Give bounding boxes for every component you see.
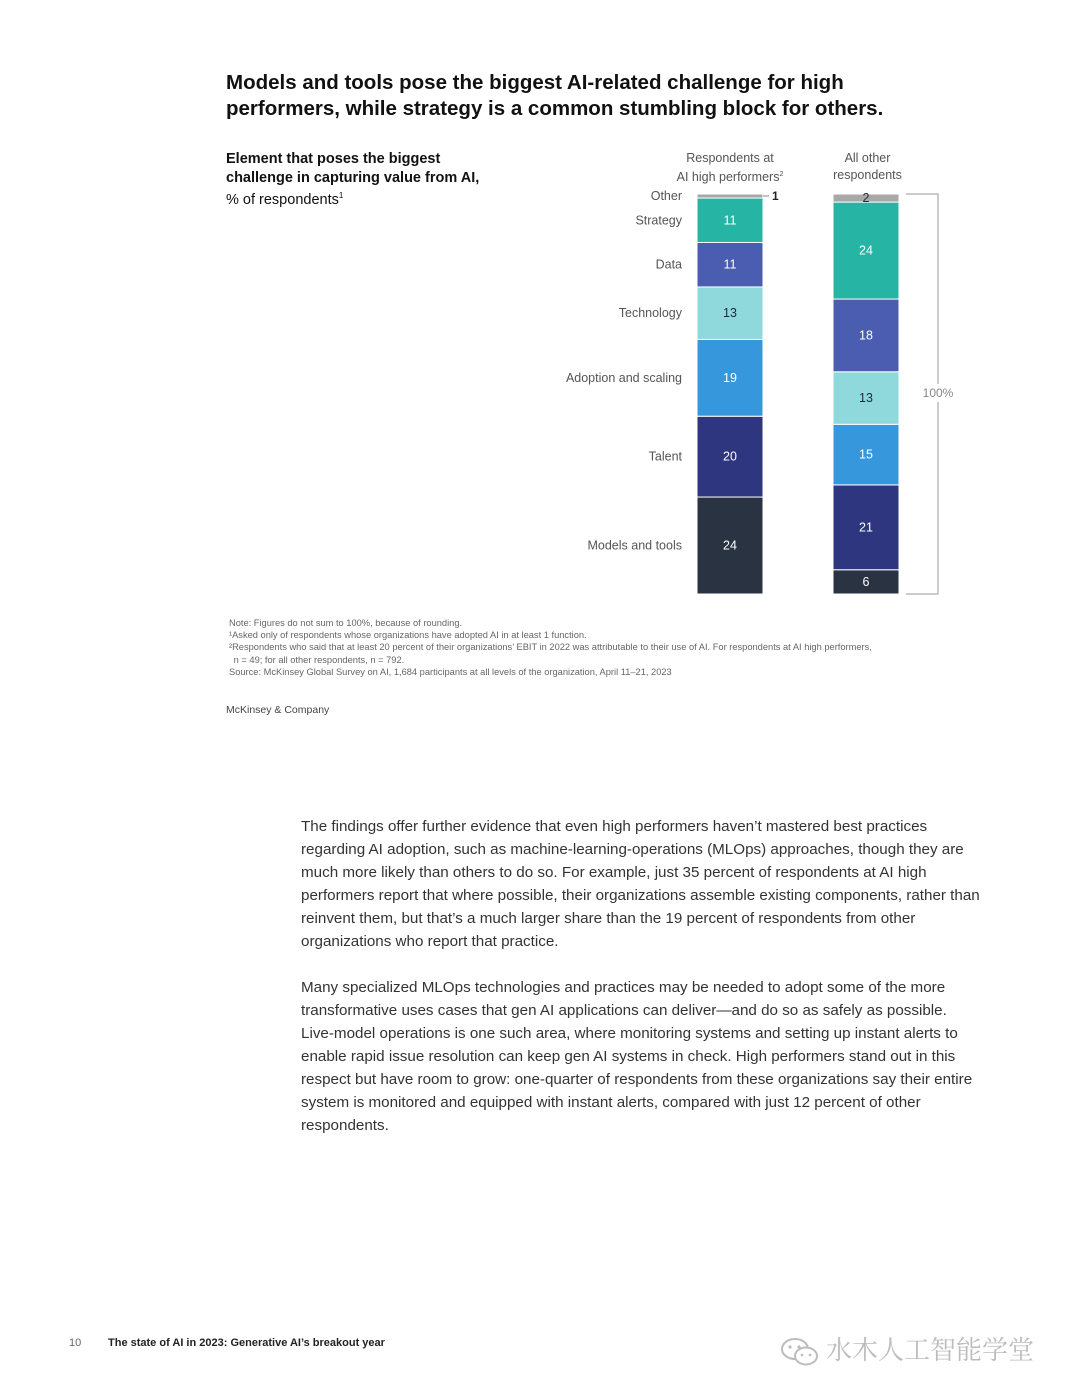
- category-label-data: Data: [655, 257, 682, 272]
- subtitle-line3: % of respondents: [226, 191, 339, 208]
- series-header-line2: respondents: [833, 167, 902, 182]
- bracket-label: 100%: [922, 386, 954, 400]
- subtitle-footnote-ref: 1: [338, 191, 344, 200]
- watermark: [780, 1330, 1034, 1367]
- data-label-data: 11: [723, 257, 737, 272]
- category-label-talent: Talent: [648, 449, 682, 464]
- page-number: 10: [69, 1337, 82, 1349]
- category-label-strategy: Strategy: [635, 213, 682, 228]
- data-label-adoption-and-scaling: 15: [859, 447, 873, 462]
- note-rounding: Note: Figures do not sum to 100%, because of rounding.: [229, 618, 463, 628]
- footnote-1: ¹Asked only of respondents whose organizations have adopted AI in at least 1 function.: [229, 630, 587, 641]
- data-label-adoption-and-scaling: 19: [723, 370, 737, 385]
- category-label-other: Other: [650, 189, 682, 204]
- data-label-technology: 13: [723, 306, 737, 321]
- body-text: [301, 815, 981, 1160]
- chart-notes: [229, 617, 989, 678]
- report-title: The state of AI in 2023: Generative AI’s breakout year: [108, 1337, 385, 1349]
- footnote-2: ²Respondents who said that at least 20 percent of their organizations’ EBIT in 2022 was attributable to their use of AI. For respondents at AI high performers,: [229, 642, 872, 653]
- data-label-other: 2: [862, 191, 870, 206]
- brand-credit: McKinsey & Company: [226, 704, 330, 716]
- category-label-adoption-and-scaling: Adoption and scaling: [565, 370, 682, 385]
- series-header-line1: Respondents at: [686, 151, 774, 165]
- series-header-line1: All other: [844, 151, 891, 165]
- stacked-bar-chart: [0, 0, 1080, 620]
- data-label-models-and-tools: 24: [723, 538, 737, 553]
- data-label-talent: 20: [723, 449, 737, 464]
- data-label-talent: 21: [859, 520, 873, 535]
- watermark-text: 水木人工智能学堂: [826, 1336, 1035, 1366]
- series-header-footnote-ref: 2: [779, 170, 784, 178]
- chart-title: Models and tools pose the biggest AI-related challenge for high performers, while strategy is a common stumbling block for others.: [226, 71, 884, 120]
- data-label-other: 1: [772, 189, 779, 204]
- wechat-icon: [780, 1337, 820, 1367]
- data-label-technology: 13: [859, 391, 873, 406]
- subtitle-line1: Element that poses the biggest: [226, 151, 441, 167]
- category-label-models-and-tools: Models and tools: [587, 538, 682, 553]
- data-label-strategy: 24: [859, 243, 873, 258]
- source-note: Source: McKinsey Global Survey on AI, 1,684 participants at all levels of the organization, April 11–21, 2023: [229, 666, 672, 677]
- footnote-2-continued: n = 49; for all other respondents, n = 792.: [229, 654, 405, 665]
- series-header-line2: AI high performers: [676, 169, 780, 184]
- data-label-data: 18: [859, 328, 873, 343]
- data-label-strategy: 11: [723, 213, 737, 228]
- data-label-models-and-tools: 6: [862, 574, 870, 589]
- bar-segment-other: [697, 194, 763, 198]
- category-label-technology: Technology: [618, 306, 682, 321]
- body-paragraph-1: The findings offer further evidence that even high performers haven’t mastered best practices regarding AI adoption, such as machine-learning-operations (MLOps) approaches, though they are much more likely than others to do so. For example, just 35 percent of respondents at AI high performers report that where possible, their organizations assemble existing components, rather than reinvent them, but that’s a much larger share than the 19 percent of respondents from other organizations who report that practice.: [301, 818, 980, 950]
- subtitle-line2: challenge in capturing value from AI,: [226, 169, 480, 186]
- body-paragraph-2: Many specialized MLOps technologies and practices may be needed to adopt some of the more transformative uses cases that gen AI applications can deliver—and do so as safely as possible. Live-model operations is one such area, where monitoring systems and setting up instant alerts to enable rapid issue resolution can keep gen AI systems in check. High performers stand out in this respect but have room to grow: one-quarter of respondents from these organizations say their entire system is monitored and equipped with instant alerts, compared with just 12 percent of other respondents.: [301, 979, 973, 1134]
